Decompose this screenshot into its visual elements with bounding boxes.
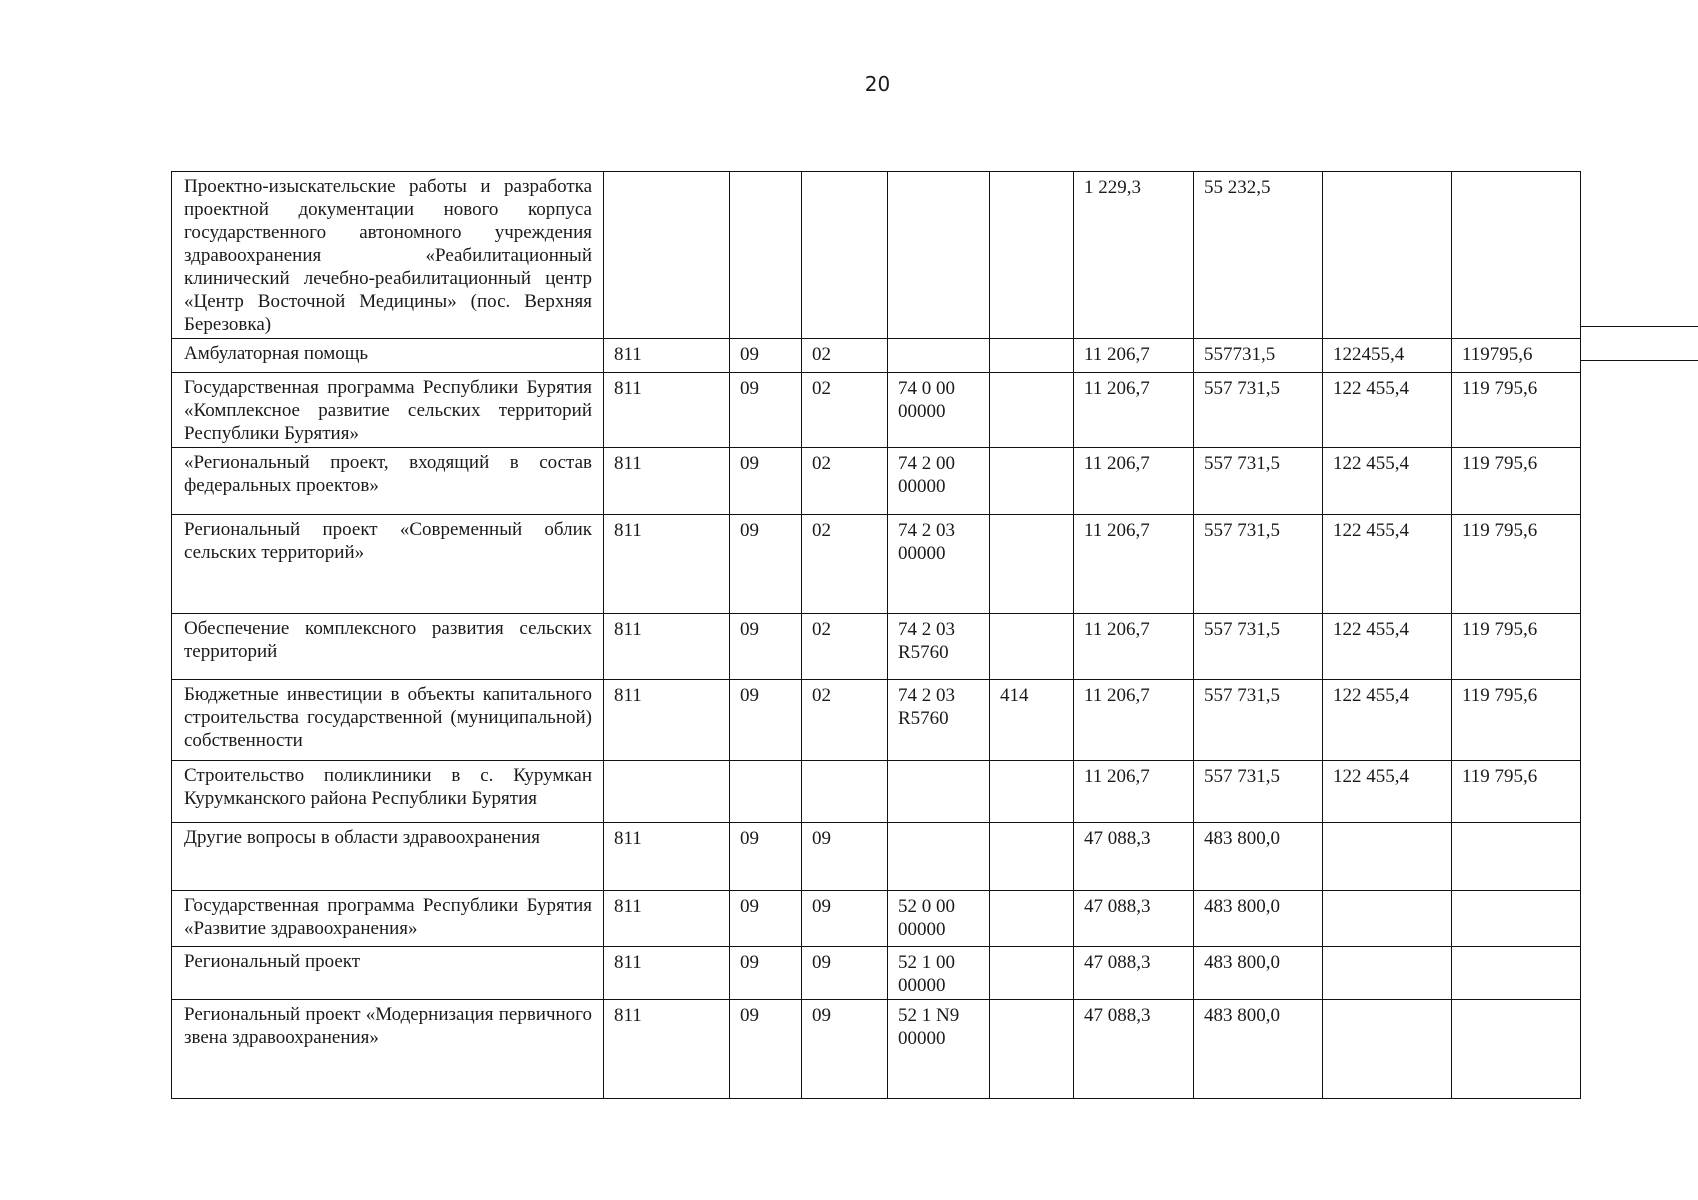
amount-2: 557731,5 [1194, 339, 1323, 373]
subsection-code: 02 [802, 339, 888, 373]
amount-2: 483 800,0 [1194, 891, 1323, 947]
amount-1: 11 206,7 [1074, 680, 1194, 761]
amount-3: 122 455,4 [1323, 614, 1452, 680]
target-article-code: 74 2 03 00000 [888, 515, 990, 614]
amount-4 [1452, 891, 1581, 947]
amount-1: 47 088,3 [1074, 947, 1194, 1000]
amount-3 [1323, 891, 1452, 947]
amount-1: 11 206,7 [1074, 614, 1194, 680]
target-article-code: 74 2 03 R5760 [888, 680, 990, 761]
amount-2: 557 731,5 [1194, 515, 1323, 614]
amount-3: 122 455,4 [1323, 761, 1452, 823]
ministry-code: 811 [604, 614, 730, 680]
amount-4: 119 795,6 [1452, 761, 1581, 823]
amount-3 [1323, 1000, 1452, 1099]
table-row [172, 891, 1581, 947]
section-code: 09 [730, 823, 802, 891]
row-description: Строительство поликлиники в с. Курумкан Курумканского района Республики Бурятия [172, 761, 604, 823]
section-code: 09 [730, 1000, 802, 1099]
amount-4: 119 795,6 [1452, 680, 1581, 761]
section-code: 09 [730, 891, 802, 947]
amount-2: 557 731,5 [1194, 614, 1323, 680]
subsection-code: 02 [802, 373, 888, 448]
amount-4: 119795,6 [1452, 339, 1581, 373]
subsection-code: 09 [802, 947, 888, 1000]
subsection-code: 09 [802, 1000, 888, 1099]
amount-4: 119 795,6 [1452, 448, 1581, 515]
expense-type-code [990, 614, 1074, 680]
section-code: 09 [730, 339, 802, 373]
table-overflow-line [1580, 360, 1698, 361]
target-article-code: 74 0 00 00000 [888, 373, 990, 448]
row-description: «Региональный проект, входящий в состав федеральных проектов» [172, 448, 604, 515]
subsection-code: 02 [802, 614, 888, 680]
row-description: Обеспечение комплексного развития сельских территорий [172, 614, 604, 680]
amount-3 [1323, 172, 1452, 339]
amount-2: 557 731,5 [1194, 373, 1323, 448]
expense-type-code [990, 761, 1074, 823]
row-description: Государственная программа Республики Бурятия «Комплексное развитие сельских территорий Республики Бурятия» [172, 373, 604, 448]
expense-type-code [990, 823, 1074, 891]
amount-2: 483 800,0 [1194, 823, 1323, 891]
table-row [172, 1000, 1581, 1099]
expense-type-code [990, 515, 1074, 614]
subsection-code: 02 [802, 448, 888, 515]
section-code: 09 [730, 373, 802, 448]
section-code [730, 172, 802, 339]
subsection-code [802, 172, 888, 339]
expense-type-code [990, 339, 1074, 373]
subsection-code: 02 [802, 515, 888, 614]
amount-2: 55 232,5 [1194, 172, 1323, 339]
table-row [172, 172, 1581, 339]
ministry-code: 811 [604, 891, 730, 947]
target-article-code: 52 1 00 00000 [888, 947, 990, 1000]
amount-1: 11 206,7 [1074, 373, 1194, 448]
subsection-code: 02 [802, 680, 888, 761]
amount-3: 122 455,4 [1323, 515, 1452, 614]
amount-3: 122 455,4 [1323, 448, 1452, 515]
ministry-code: 811 [604, 373, 730, 448]
ministry-code: 811 [604, 515, 730, 614]
section-code: 09 [730, 515, 802, 614]
amount-3 [1323, 823, 1452, 891]
amount-1: 11 206,7 [1074, 761, 1194, 823]
target-article-code [888, 339, 990, 373]
row-description: Проектно-изыскательские работы и разработка проектной документации нового корпуса государственного автономного учреждения здравоохранения «Реабилитационный клинический лечебно-реабилитационный центр «Центр Восточной Медицины» (пос. Верхняя Березовка) [172, 172, 604, 339]
table-row [172, 947, 1581, 1000]
table-row [172, 761, 1581, 823]
section-code [730, 761, 802, 823]
subsection-code: 09 [802, 823, 888, 891]
amount-2: 557 731,5 [1194, 448, 1323, 515]
table-row [172, 373, 1581, 448]
table-row [172, 339, 1581, 373]
target-article-code: 52 0 00 00000 [888, 891, 990, 947]
amount-4: 119 795,6 [1452, 515, 1581, 614]
amount-4 [1452, 1000, 1581, 1099]
amount-1: 47 088,3 [1074, 891, 1194, 947]
expense-type-code [990, 448, 1074, 515]
target-article-code: 74 2 00 00000 [888, 448, 990, 515]
amount-1: 11 206,7 [1074, 339, 1194, 373]
row-description: Государственная программа Республики Бурятия «Развитие здравоохранения» [172, 891, 604, 947]
subsection-code [802, 761, 888, 823]
amount-3: 122 455,4 [1323, 373, 1452, 448]
amount-1: 11 206,7 [1074, 515, 1194, 614]
amount-4: 119 795,6 [1452, 614, 1581, 680]
table-row [172, 680, 1581, 761]
amount-2: 557 731,5 [1194, 761, 1323, 823]
section-code: 09 [730, 448, 802, 515]
table-row [172, 448, 1581, 515]
subsection-code: 09 [802, 891, 888, 947]
expense-type-code [990, 947, 1074, 1000]
ministry-code: 811 [604, 680, 730, 761]
section-code: 09 [730, 614, 802, 680]
row-description: Региональный проект [172, 947, 604, 1000]
amount-2: 557 731,5 [1194, 680, 1323, 761]
table-overflow-line [1580, 326, 1698, 327]
ministry-code [604, 172, 730, 339]
row-description: Другие вопросы в области здравоохранения [172, 823, 604, 891]
ministry-code: 811 [604, 339, 730, 373]
target-article-code: 52 1 N9 00000 [888, 1000, 990, 1099]
target-article-code [888, 761, 990, 823]
expense-type-code [990, 172, 1074, 339]
amount-1: 1 229,3 [1074, 172, 1194, 339]
row-description: Бюджетные инвестиции в объекты капитального строительства государственной (муниципальной) собственности [172, 680, 604, 761]
amount-1: 47 088,3 [1074, 1000, 1194, 1099]
expense-type-code [990, 891, 1074, 947]
ministry-code [604, 761, 730, 823]
amount-4: 119 795,6 [1452, 373, 1581, 448]
amount-4 [1452, 947, 1581, 1000]
table-row [172, 515, 1581, 614]
expense-type-code: 414 [990, 680, 1074, 761]
amount-4 [1452, 823, 1581, 891]
amount-1: 11 206,7 [1074, 448, 1194, 515]
amount-2: 483 800,0 [1194, 1000, 1323, 1099]
amount-3: 122 455,4 [1323, 680, 1452, 761]
ministry-code: 811 [604, 823, 730, 891]
ministry-code: 811 [604, 947, 730, 1000]
page-number: 20 [864, 72, 891, 96]
row-description: Амбулаторная помощь [172, 339, 604, 373]
amount-4 [1452, 172, 1581, 339]
section-code: 09 [730, 680, 802, 761]
ministry-code: 811 [604, 1000, 730, 1099]
row-description: Региональный проект «Модернизация первичного звена здравоохранения» [172, 1000, 604, 1099]
expense-type-code [990, 373, 1074, 448]
table-row [172, 614, 1581, 680]
amount-1: 47 088,3 [1074, 823, 1194, 891]
target-article-code [888, 172, 990, 339]
amount-2: 483 800,0 [1194, 947, 1323, 1000]
section-code: 09 [730, 947, 802, 1000]
row-description: Региональный проект «Современный облик сельских территорий» [172, 515, 604, 614]
target-article-code [888, 823, 990, 891]
amount-3 [1323, 947, 1452, 1000]
budget-table [171, 171, 1581, 1099]
ministry-code: 811 [604, 448, 730, 515]
amount-3: 122455,4 [1323, 339, 1452, 373]
target-article-code: 74 2 03 R5760 [888, 614, 990, 680]
expense-type-code [990, 1000, 1074, 1099]
table-row [172, 823, 1581, 891]
